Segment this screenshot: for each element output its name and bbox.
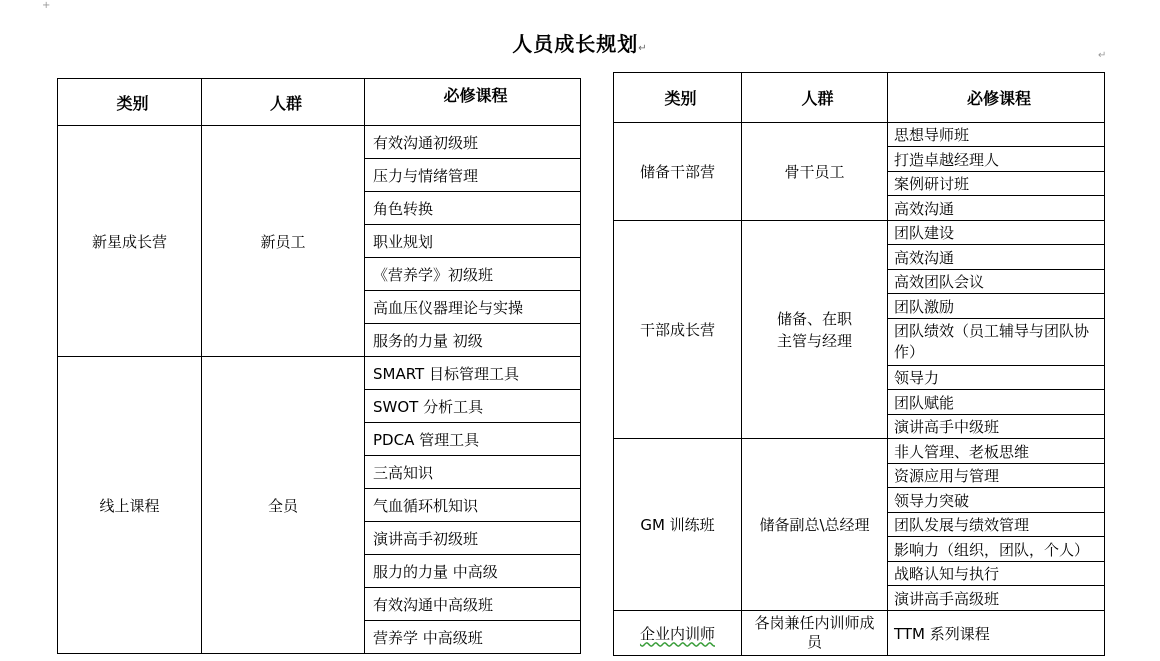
table-row bbox=[614, 221, 1105, 245]
para-mark: ↵ bbox=[1098, 50, 1107, 61]
course-cell: 领导力 bbox=[888, 366, 1105, 390]
category-cell: GM 训练班 bbox=[614, 439, 742, 611]
header-category: 类别 bbox=[614, 73, 742, 123]
course-cell: 团队赋能 bbox=[888, 390, 1105, 415]
course-cell: 角色转换 bbox=[365, 192, 581, 225]
group-line-2: 主管与经理 bbox=[776, 331, 852, 350]
category-cell: 线上课程 bbox=[58, 357, 202, 654]
course-cell: 打造卓越经理人 bbox=[888, 147, 1105, 172]
group-cell: 储备副总\总经理 bbox=[742, 439, 888, 611]
group-cell bbox=[742, 221, 888, 439]
header-category: 类别 bbox=[58, 79, 202, 126]
course-cell: 气血循环机知识 bbox=[365, 489, 581, 522]
corner-mark: + bbox=[42, 0, 51, 11]
course-cell: 思想导师班 bbox=[888, 123, 1105, 147]
table-row bbox=[614, 123, 1105, 147]
category-cell: 干部成长营 bbox=[614, 221, 742, 439]
course-cell: 演讲高手初级班 bbox=[365, 522, 581, 555]
page-title-text: 人员成长规划 bbox=[512, 32, 639, 56]
page-title bbox=[0, 28, 1160, 57]
table-header-row bbox=[614, 73, 1105, 123]
table-row bbox=[58, 126, 581, 159]
para-mark: ↵ bbox=[638, 43, 648, 54]
category-cell: 储备干部营 bbox=[614, 123, 742, 221]
course-cell: SWOT 分析工具 bbox=[365, 390, 581, 423]
group-line-1: 储备、在职 bbox=[776, 309, 852, 328]
group-cell: 骨干员工 bbox=[742, 123, 888, 221]
group-cell: 全员 bbox=[202, 357, 365, 654]
category-cell: 新星成长营 bbox=[58, 126, 202, 357]
course-cell: 服务的力量 初级 bbox=[365, 324, 581, 357]
table-header-row bbox=[58, 79, 581, 126]
right-course-table bbox=[613, 72, 1105, 656]
course-cell: 高效沟通 bbox=[888, 245, 1105, 270]
course-cell: 高效团队会议 bbox=[888, 270, 1105, 294]
table-row bbox=[614, 611, 1105, 656]
course-cell: 团队发展与绩效管理 bbox=[888, 513, 1105, 537]
course-cell: SMART 目标管理工具 bbox=[365, 357, 581, 390]
course-cell: 压力与情绪管理 bbox=[365, 159, 581, 192]
course-cell: 资源应用与管理 bbox=[888, 464, 1105, 488]
course-cell: 演讲高手中级班 bbox=[888, 415, 1105, 439]
course-cell: 《营养学》初级班 bbox=[365, 258, 581, 291]
course-cell: 非人管理、老板思维 bbox=[888, 439, 1105, 464]
course-cell: 高效沟通 bbox=[888, 196, 1105, 221]
course-cell: 营养学 中高级班 bbox=[365, 621, 581, 654]
course-cell: 领导力突破 bbox=[888, 488, 1105, 513]
table-row bbox=[614, 439, 1105, 464]
header-group: 人群 bbox=[202, 79, 365, 126]
group-cell bbox=[742, 611, 888, 656]
course-cell: 案例研讨班 bbox=[888, 172, 1105, 196]
course-cell: 团队绩效（员工辅导与团队协作） bbox=[888, 319, 1105, 366]
course-cell: 演讲高手高级班 bbox=[888, 586, 1105, 611]
course-cell: 职业规划 bbox=[365, 225, 581, 258]
left-course-table bbox=[57, 78, 581, 654]
category-cell bbox=[614, 611, 742, 656]
group-cell: 新员工 bbox=[202, 126, 365, 357]
course-cell: 战略认知与执行 bbox=[888, 562, 1105, 586]
course-cell: 团队激励 bbox=[888, 294, 1105, 319]
group-line-2: 员 bbox=[806, 633, 822, 651]
course-cell: TTM 系列课程 bbox=[888, 611, 1105, 656]
course-cell: 高血压仪器理论与实操 bbox=[365, 291, 581, 324]
group-line-1: 各岗兼任内训师成 bbox=[754, 614, 875, 632]
table-row bbox=[58, 357, 581, 390]
course-cell: 三高知识 bbox=[365, 456, 581, 489]
course-cell: PDCA 管理工具 bbox=[365, 423, 581, 456]
course-cell: 团队建设 bbox=[888, 221, 1105, 245]
header-courses: 必修课程 bbox=[365, 79, 581, 126]
course-cell: 影响力（组织，团队，个人） bbox=[888, 537, 1105, 562]
course-cell: 服力的力量 中高级 bbox=[365, 555, 581, 588]
header-group: 人群 bbox=[742, 73, 888, 123]
course-cell: 有效沟通中高级班 bbox=[365, 588, 581, 621]
category-text: 企业内训师 bbox=[639, 624, 715, 643]
course-cell: 有效沟通初级班 bbox=[365, 126, 581, 159]
header-courses: 必修课程 bbox=[888, 73, 1105, 123]
